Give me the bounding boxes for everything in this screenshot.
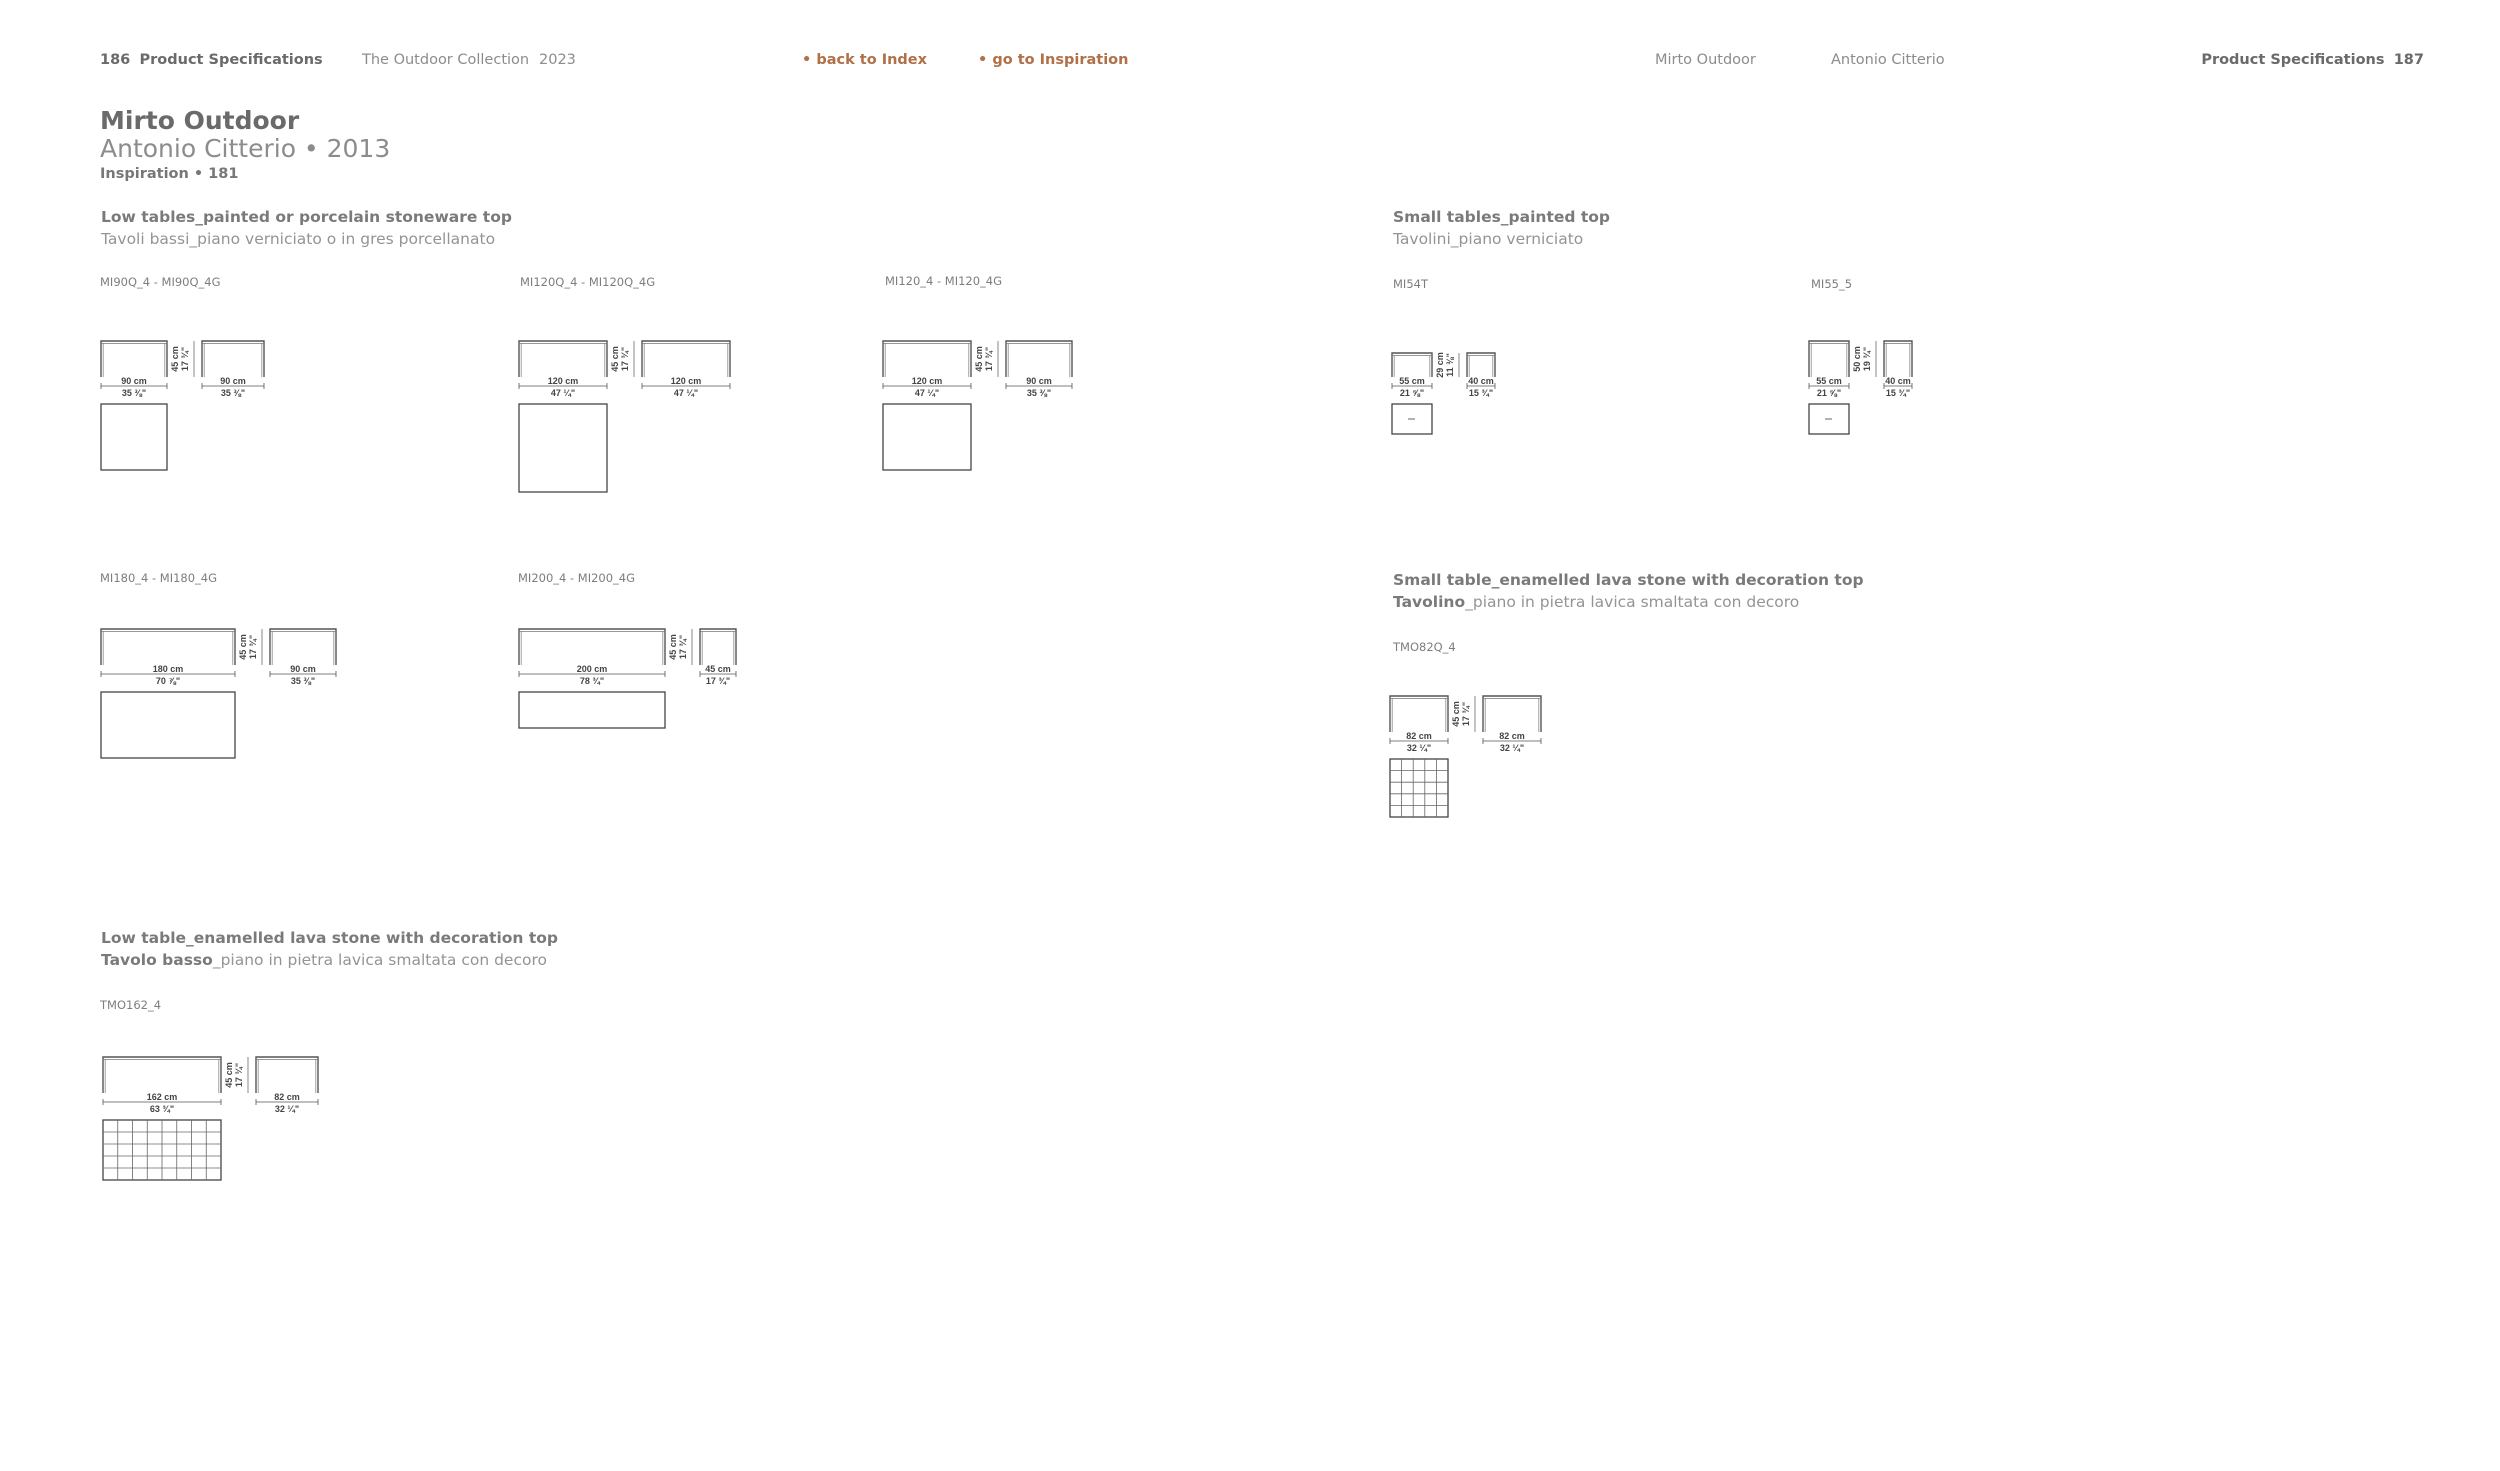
plan-view <box>519 692 665 728</box>
depth-cm-label: 40 cm <box>1468 376 1494 386</box>
depth-cm-label: 82 cm <box>1499 731 1525 741</box>
plan-view <box>101 404 167 470</box>
side-view-legs <box>1469 355 1493 377</box>
width-in-label: 32 ¼" <box>1406 743 1432 753</box>
product-code: MI200_4 - MI200_4G <box>518 571 636 585</box>
header-designer-name: Antonio Citterio <box>1831 52 1945 68</box>
small-lava-heading-it-rest: _piano in pietra lavica smaltata con decoro <box>1465 593 1800 611</box>
low-lava-heading-it-bold: Tavolo basso <box>101 951 213 969</box>
product-drawing <box>518 340 764 514</box>
front-view-outline <box>103 1057 221 1093</box>
depth-in-label: 32 ¼" <box>274 1104 300 1114</box>
product-drawing <box>518 628 770 750</box>
product-code: MI55_5 <box>1811 277 1853 291</box>
product-code: MI120_4 - MI120_4G <box>885 274 1003 288</box>
height-in-label: 17 ¾" <box>984 346 994 372</box>
height-cm-label: 45 cm <box>668 634 678 660</box>
front-view-legs <box>1392 698 1446 732</box>
left-section-label: Product Specifications <box>139 52 323 68</box>
width-cm-label: 180 cm <box>152 664 184 674</box>
width-in-label: 63 ¾" <box>149 1104 175 1114</box>
right-section-label: Product Specifications <box>2201 52 2385 68</box>
small-lava-heading-it-bold: Tavolino <box>1393 593 1466 611</box>
front-view-legs <box>105 1059 219 1093</box>
depth-in-label: 15 ¾" <box>1468 388 1494 398</box>
side-view-outline <box>1884 341 1912 377</box>
right-page-number: 187 <box>2393 52 2424 68</box>
back-to-index-link[interactable]: • back to Index <box>802 52 927 68</box>
small-tables-heading-it: Tavolini_piano verniciato <box>1393 230 1584 248</box>
width-in-label: 47 ¼" <box>914 388 940 398</box>
side-view-legs <box>272 631 334 665</box>
drawing-group <box>883 341 1072 470</box>
width-in-label: 78 ¾" <box>579 676 605 686</box>
front-view-legs <box>1394 355 1430 377</box>
width-cm-label: 90 cm <box>121 376 147 386</box>
front-view-outline <box>883 341 971 377</box>
depth-in-label: 35 ⅜" <box>290 676 316 686</box>
side-view-outline <box>270 629 336 665</box>
side-view-outline <box>700 629 736 665</box>
height-in-label: 17 ¾" <box>620 346 630 372</box>
front-view-outline <box>1392 353 1432 377</box>
left-page-header <box>100 52 323 68</box>
width-cm-label: 55 cm <box>1816 376 1842 386</box>
height-cm-label: 50 cm <box>1852 346 1862 372</box>
small-tables-heading: Small tables_painted top <box>1393 208 1611 226</box>
depth-cm-label: 90 cm <box>1026 376 1052 386</box>
height-cm-label: 45 cm <box>238 634 248 660</box>
product-drawing <box>1389 695 1575 839</box>
height-in-label: 19 ¾" <box>1862 346 1872 372</box>
width-cm-label: 55 cm <box>1399 376 1425 386</box>
product-drawing <box>882 340 1106 492</box>
depth-cm-label: 82 cm <box>274 1092 300 1102</box>
drawing-group <box>101 341 264 470</box>
width-cm-label: 162 cm <box>146 1092 178 1102</box>
height-cm-label: 45 cm <box>610 346 620 372</box>
front-view-outline <box>519 341 607 377</box>
product-code: TMO162_4 <box>100 998 162 1012</box>
depth-in-label: 32 ¼" <box>1499 743 1525 753</box>
drawing-group <box>519 341 730 492</box>
width-cm-label: 120 cm <box>911 376 943 386</box>
drawing-group <box>1390 696 1541 817</box>
collection-label: The Outdoor Collection <box>362 52 530 68</box>
side-view-outline <box>202 341 264 377</box>
height-cm-label: 45 cm <box>1451 701 1461 727</box>
side-view-outline <box>1483 696 1541 732</box>
designer-year: Antonio Citterio • 2013 <box>100 134 391 163</box>
front-view-legs <box>521 343 605 377</box>
drawing-group <box>1809 341 1912 434</box>
go-to-inspiration-link[interactable]: • go to Inspiration <box>978 52 1129 68</box>
front-view-outline <box>1390 696 1448 732</box>
product-drawing <box>102 1056 352 1202</box>
height-cm-label: 45 cm <box>170 346 180 372</box>
drawing-group <box>519 629 736 728</box>
width-in-label: 21 ⅝" <box>1816 388 1842 398</box>
header-product-name: Mirto Outdoor <box>1655 52 1756 68</box>
plan-view <box>519 404 607 492</box>
side-view-outline <box>642 341 730 377</box>
drawing-group <box>103 1057 318 1180</box>
height-in-label: 17 ¾" <box>180 346 190 372</box>
low-tables-heading: Low tables_painted or porcelain stoneware top <box>101 208 512 226</box>
depth-cm-label: 120 cm <box>670 376 702 386</box>
height-in-label: 17 ¾" <box>1461 701 1471 727</box>
front-view-outline <box>1809 341 1849 377</box>
front-view-legs <box>885 343 969 377</box>
plan-view <box>1390 759 1448 817</box>
plan-view <box>883 404 971 470</box>
depth-in-label: 35 ⅜" <box>1026 388 1052 398</box>
drawing-group <box>101 629 336 758</box>
page-title: Mirto Outdoor <box>100 106 300 135</box>
plan-view <box>101 692 235 758</box>
width-in-label: 35 ⅜" <box>121 388 147 398</box>
product-drawing <box>100 340 298 492</box>
depth-cm-label: 45 cm <box>705 664 731 674</box>
drawing-group <box>1392 352 1495 434</box>
front-view-legs <box>1811 343 1847 377</box>
front-view-outline <box>519 629 665 665</box>
height-cm-label: 45 cm <box>974 346 984 372</box>
front-view-outline <box>101 629 235 665</box>
side-view-legs <box>1008 343 1070 377</box>
product-drawing <box>1808 340 1946 456</box>
height-in-label: 11 ⅜" <box>1445 353 1455 377</box>
side-view-legs <box>204 343 262 377</box>
low-lava-heading-it-rest: _piano in pietra lavica smaltata con decoro <box>212 951 547 969</box>
width-cm-label: 82 cm <box>1406 731 1432 741</box>
width-in-label: 21 ⅝" <box>1399 388 1425 398</box>
product-code: MI54T <box>1393 277 1428 291</box>
width-in-label: 70 ⅞" <box>155 676 181 686</box>
front-view-legs <box>521 631 663 665</box>
product-code: MI180_4 - MI180_4G <box>100 571 218 585</box>
side-view-outline <box>1467 353 1495 377</box>
depth-cm-label: 90 cm <box>290 664 316 674</box>
height-in-label: 17 ¾" <box>234 1062 244 1088</box>
inspiration-ref: Inspiration • 181 <box>100 166 239 182</box>
depth-in-label: 17 ¾" <box>705 676 731 686</box>
small-lava-heading-it <box>1393 593 1799 611</box>
height-in-label: 17 ¾" <box>678 634 688 660</box>
side-view-legs <box>1886 343 1910 377</box>
year-label: 2023 <box>539 52 576 68</box>
product-drawing <box>1391 352 1529 456</box>
product-code: TMO82Q_4 <box>1393 640 1456 654</box>
height-cm-label: 29 cm <box>1435 352 1445 378</box>
depth-in-label: 47 ¼" <box>673 388 699 398</box>
side-view-legs <box>258 1059 316 1093</box>
side-view-legs <box>644 343 728 377</box>
width-cm-label: 120 cm <box>547 376 579 386</box>
low-tables-heading-it: Tavoli bassi_piano verniciato o in gres porcellanato <box>101 230 496 248</box>
left-page-number: 186 <box>100 52 131 68</box>
height-cm-label: 45 cm <box>224 1062 234 1088</box>
low-lava-heading-it <box>101 951 547 969</box>
width-cm-label: 200 cm <box>576 664 608 674</box>
product-code: MI120Q_4 - MI120Q_4G <box>520 275 656 289</box>
depth-in-label: 35 ⅜" <box>220 388 246 398</box>
height-in-label: 17 ¾" <box>248 634 258 660</box>
depth-cm-label: 90 cm <box>220 376 246 386</box>
product-drawing <box>100 628 370 780</box>
front-view-legs <box>103 343 165 377</box>
side-view-legs <box>702 631 734 665</box>
side-view-outline <box>256 1057 318 1093</box>
low-lava-heading: Low table_enamelled lava stone with decoration top <box>101 929 559 947</box>
width-in-label: 47 ¼" <box>550 388 576 398</box>
side-view-outline <box>1006 341 1072 377</box>
depth-cm-label: 40 cm <box>1885 376 1911 386</box>
front-view-outline <box>101 341 167 377</box>
small-lava-heading: Small table_enamelled lava stone with decoration top <box>1393 571 1864 589</box>
front-view-legs <box>103 631 233 665</box>
right-page-header <box>2201 52 2424 68</box>
product-code: MI90Q_4 - MI90Q_4G <box>100 275 221 289</box>
depth-in-label: 15 ¾" <box>1885 388 1911 398</box>
side-view-legs <box>1485 698 1539 732</box>
